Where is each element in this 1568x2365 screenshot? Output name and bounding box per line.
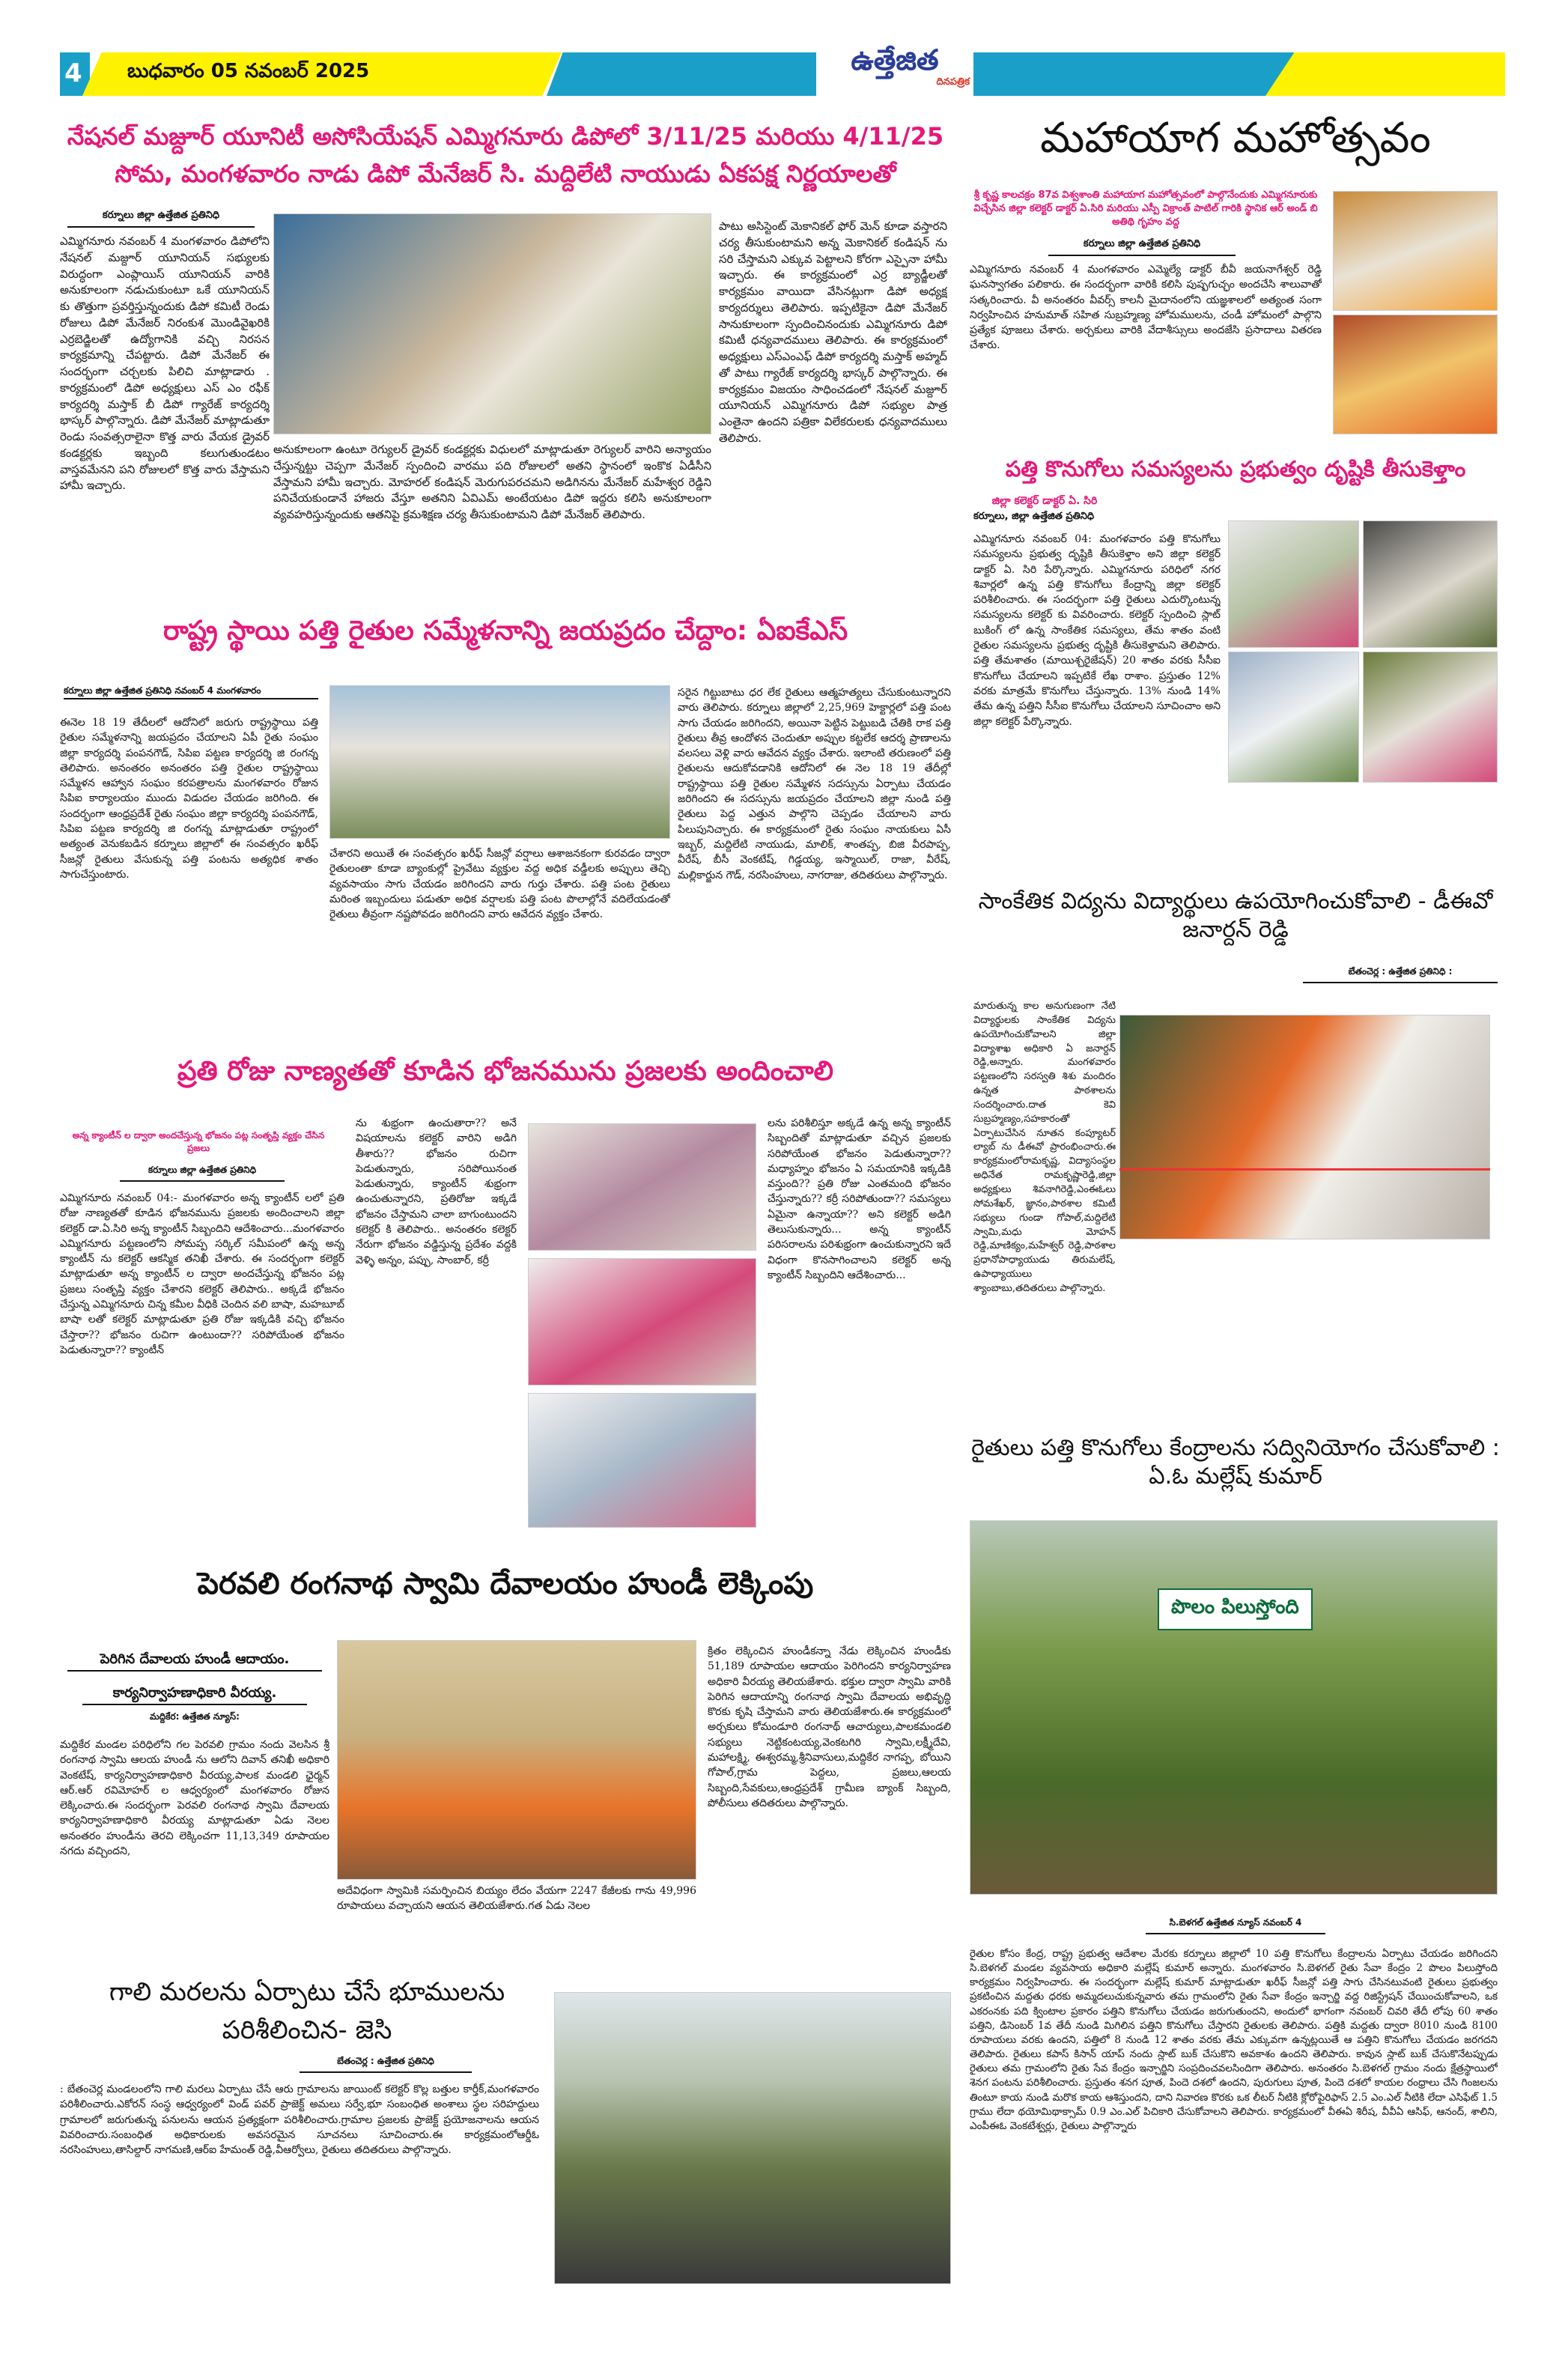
article-subhead: శ్రీ కృష్ణ కాలచక్రం 87వ విశ్వశాంతి మహాయాగ మహోత్సవంలో పాల్గొనేందుకు ఎమ్మిగనూరుకు విచ్చేసిన జిల్లా కలెక్టర్ డాక్టర్ ఏ.సిరి మరియు ఎస్పీ విక్రాంత్ పాటిల్ గారికి స్థానిక ఆర్ అండ్ బి అతిథి గృహం వద్ద bbox=[973, 189, 1318, 228]
article-body-col3: పాటు అసిస్టెంట్ మెకానికల్ ఫోర్ మెన్ కూడా వస్తారని చర్య తీసుకుంటామని అన్న మెకానికల్ కండిషన్ ను సరి చేస్తామని ఎక్కువ పెట్టాలని కోరగా ఎస్పైనా హామీ ఇచ్చారు. ఈ కార్యక్రమంలో ఎర్ర బ్యాడ్జీలతో కార్యక్రమం వాయిదా వేసినట్లుగా డిపో అధ్యక్ష కార్యదర్శులు తెలిపారు. ఇప్పటికైనా డిపో మేనేజర్ సానుకూలంగా స్పందించినందుకు ఎమ్మిగనూరు డిపో కమిటీ ధన్యవాదములు తెలిపారు. ఈ కార్యక్రమంలో అధ్యక్షులు ఎస్ఎంఎఫ్ డిపో కార్యదర్శి మస్తాక్ అహ్మద్ తో పాటు గ్యారేజ్ కార్యదర్శి భాస్కర్ పాల్గొన్నారు. ఈ కార్యక్రమం విజయం సాధించడంలో నేషనల్ మజ్దూర్ యూనియన్ ఎమ్మిగనూరు డిపో సభ్యుల పాత్ర ఎంతైనా ఉందని పత్రికా విలేకరులకు ధన్యవాదములు తెలిపారు. bbox=[719, 219, 947, 445]
header-band-cyan-right bbox=[973, 52, 1295, 96]
article-body: : బేతంచెర్ల మండలంలోని గాలి మరలు ఏర్పాటు చేసే ఆరు గ్రామాలను జాయింట్ కలెక్టర్ కొల్ల బత్తుల కార్తీక్,మంగళవారం పరిశీలించారు.ఎకోరన్ సంస్థ ఆధ్వర్యంలో విండ్ పవర్ ప్రాజెక్ట్ అమలు సర్వే,భూ సంబంధిత అంశాలు స్థల సరిహద్దులు గ్రామాలలో జరుగుతున్న పనులను ఆయన ప్రత్యక్షంగా పరిశీలించారు.గ్రామాల ప్రజలకు ప్రాజెక్ట్ ప్రయోజనాలను ఆయన వివరించారు.సంబంధిత అధికారులకు అవసరమైన సూచనలు సూచించారు.ఈ కార్యక్రమంలోఆర్డీఓ నరసింహులు,తాసిల్దార్ నాగమణి,ఆర్ఐ హేమంత్ రెడ్డి,వీఆర్వోలు, రైతులు తదితరులు పాల్గొన్నారు. bbox=[60, 2083, 539, 2157]
news-photo-hundi bbox=[337, 1640, 696, 1880]
article-body: ఈనెల 18 19 తేదీలలో ఆదోనిలో జరుగు రాష్ట్రస్థాయి పత్తి రైతుల సమ్మేళనాన్ని జయప్రదం చేయాలని ఏపీ రైతు సంఘం జిల్లా కార్యదర్శి పంపనగౌడ్, సిపిఐ పట్టణ కార్యదర్శి జి రంగన్న తెలిపారు. అనంతరం అనంతరం పత్తి రైతుల రాష్ట్రస్థాయి సమ్మేళన ఆహ్వాన సంఘం కరపత్రాలను మంగళవారం రోజున సిపిఐ కార్యాలయం ముందు విడుదల చేయడం జరిగింది. ఈ సందర్భంగా ఆంధ్రప్రదేశ్ రైతు సంఘం జిల్లా కార్యదర్శి పంపనగౌడ్, సిపిఐ పట్టణ కార్యదర్శి జి రంగన్న మాట్లాడుతూ రాష్ట్రంలో అత్యంత వెనుకబడిన కర్నూలు జిల్లాలో ఈ సంవత్సరం ఖరీఫ్ సీజన్లో రైతులు వేసుకున్న పత్తి పంటను అత్యధిక శాతం సాగుచేస్తుంటారు. bbox=[60, 717, 318, 881]
logo-text: ఉత్తేజిత bbox=[851, 43, 939, 76]
article-body: ఎమ్మిగనూరు నవంబర్ 04:- మంగళవారం అన్న క్యాంటీన్ లలో ప్రతి రోజు నాణ్యతతో కూడిన భోజనమును ప్రజలకు అందించాలని జిల్లా కలెక్టర్ డా.ఏ.సిరి అన్న క్యాంటీన్ సిబ్బందిని ఆదేశించారు...మంగళవారం ఎమ్మిగనూరు పట్టణంలోని సోమప్ప సర్కిల్ సమీపంలో ఉన్న అన్న క్యాంటీన్ ను కలెక్టర్ ఆకస్మిక తనిఖీ చేశారు. ఈ సందర్భంగా కలెక్టర్ మాట్లాడుతూ అన్న క్యాంటీన్ ల ద్వారా అందచేస్తున్న భోజనం పట్ల ప్రజలు సంతృప్తి వ్యక్తం చేశారని కలెక్టర్ తెలిపారు.. అక్కడే భోజనం చేస్తున్న ఎమ్మిగనూరు చిన్న కమీల వీధికి చెందిన వలి బాషా, మహబూబ్ బాషా లతో కలెక్టర్ మాట్లాడుతూ ప్రతి రోజు ఇక్కడికి వచ్చి భోజనం చేస్తారా?? భోజనం రుచిగా ఉంటుందా?? సరిపోయేంత భోజనం పెడుతున్నారా?? క్యాంటీన్ bbox=[60, 1192, 344, 1356]
article-headline: గాలి మరలను ఏర్పాటు చేసే భూములను పరిశీలించిన- జెసి bbox=[109, 1977, 505, 2045]
issue-date: బుధవారం 05 నవంబర్ 2025 bbox=[127, 60, 370, 82]
byline: కర్నూలు, జిల్లా ఉత్తేజిత ప్రతినిధి bbox=[973, 511, 1095, 522]
article-subhead-2: కార్యనిర్వాహణాధికారి వీరయ్య. bbox=[82, 1685, 307, 1705]
logo-subtitle: దినపత్రిక bbox=[936, 76, 970, 88]
news-photo-yagam-2 bbox=[1333, 315, 1498, 434]
article-body-col2: అదేవిధంగా స్వామికి సమర్పించిన బియ్యం లేదం వేయగా 2247 కేజీలకు గాను 49,996 రూపాయలు వచ్చాయని ఆయన తెలియజేశారు.గత ఏడు నెలల bbox=[337, 1885, 696, 1913]
article-body-col3: లను పరిశీలిస్తూ అక్కడే ఉన్న అన్న క్యాంటీన్ సిబ్బందితో మాట్లాడుతూ వచ్చిన ప్రజలకు సరిపోయేంత భోజనం పెడుతున్నారా?? మధ్యాహ్నం భోజనం ఏ సమయానికి ఇక్కడికి వస్తుంది?? ప్రతి రోజు ఎంతమంది భోజనం చేస్తున్నారు?? కర్రీ సరిపోతుందా?? సమస్యలు ఏమైనా ఉన్నాయా?? అని కలెక్టర్ అడిగి తెలుసుకున్నారు... అన్న క్యాంటీన్ పరిసరాలను పరిశుభ్రంగా ఉంచుకున్నారని ఇదే విధంగా కొనసాగించాలని కలెక్టర్ అన్న క్యాంటీన్ సిబ్బందిని ఆదేశించారు... bbox=[768, 1117, 951, 1281]
article-headline: ప్రతి రోజు నాణ్యతతో కూడిన భోజనమును ప్రజలకు అందించాలి bbox=[177, 1056, 834, 1087]
page-number: 4 bbox=[64, 58, 82, 88]
byline: బేతంచెర్ల : ఉత్తేజిత ప్రతినిధి : bbox=[1303, 966, 1498, 983]
byline: బేతంచెర్ల : ఉత్తేజిత ప్రతినిధి bbox=[300, 2056, 472, 2073]
news-photo-field bbox=[970, 1520, 1498, 1895]
article-headline: రాష్ట్ర స్థాయి పత్తి రైతుల సమ్మేళనాన్ని జయప్రదం చేద్దాం: ఏఐకేఎస్ bbox=[162, 616, 848, 646]
news-photo-ribbon bbox=[1119, 1168, 1490, 1171]
article-subhead: జిల్లా కలెక్టర్ డాక్టర్ ఏ. సిరి bbox=[991, 495, 1098, 507]
news-photo-cotton-3 bbox=[1228, 652, 1359, 783]
article-headline-line2: సోమ, మంగళవారం నాడు డిపో మేనేజర్ సి. మద్దిలేటి నాయుడు ఏకపక్ష నిర్ణయాలతో bbox=[115, 160, 896, 188]
article-body: ఎమ్మిగనూరు నవంబర్ 04: మంగళవారం పత్తి కొనుగోలు సమస్యలను ప్రభుత్వ దృష్టికి తీసుకెళ్తాం అని జిల్లా కలెక్టర్ డాక్టర్ ఏ. సిరి పేర్కొన్నారు. ఎమ్మిగనూరు పరిధిలో నగర శివార్లలో ఉన్న పత్తి కొనుగోలు కేంద్రాన్ని జిల్లా కలెక్టర్ పరిశీలించారు. ఈ సందర్భంగా పత్తి రైతులు ఎదుర్కొంటున్న సమస్యలను కలెక్టర్ కు వివరించారు. కలెక్టర్ స్పందించి స్లాట్ బుకింగ్ లో ఉన్న సాంకేతిక సమస్యలు, తేమ శాతం వంటి రైతుల సమస్యలను ప్రభుత్వ దృష్టికి తీసుకెళ్తామని తెలిపారు. పత్తి తేమశాతం (మాయిశ్చరైజేషన్) 20 శాతం వరకు సీసీఐ కొనుగోలు చేయాలని ఇప్పటికే లేఖ రాశాం. ప్రస్తుతం 12% వరకు మాత్రమే కొనుగోలు చేస్తున్నారు. 13% నుండి 14% తేమ ఉన్న పత్తిని సీసీఐ కొనుగోలు చేయాలని సూచించాం అని జిల్లా కలెక్టర్ పేర్కొన్నారు. bbox=[973, 533, 1221, 728]
byline: కర్నూలు జిల్లా ఉత్తేజిత ప్రతినిధి bbox=[1048, 238, 1236, 256]
article-body: ఎమ్మిగనూరు నవంబర్ 4 మంగళవారం డిపోలోని నేషనల్ మజ్దూర్ యూనియన్ సభ్యులకు విరుద్ధంగా ఎంప్లాయిస్ యూనియన్ వారికి అనుకూలంగా నడుచుకుంటూ ఒకే యూనియన్ కు తొత్తుగా ప్రవర్తిస్తున్నందుకు డిపో కమిటీ రెండు రోజులు డిపో మేనేజర్ నిరంకుశ మొండివైఖరికి ఎర్రబెడ్జిలతో ఉద్యోగానికి వచ్చి నిరసన కార్యక్రమాన్ని చేపట్టారు. డిపో మేనేజర్ ఈ సందర్భంగా చర్చలకు పిలిచి మాట్లాడారు . కార్యక్రమంలో డిపో అధ్యక్షులు ఎస్ ఎం రఫీక్ కార్యదర్శి మస్తాక్ బీ డిపో గ్యారేజ్ కార్యదర్శి భాస్కర్ పాల్గొన్నారు. డిపో మేనేజర్ మాట్లాడుతూ రెండు సంవత్సరాలైనా కొత్త వారు వేయక డ్రైవర్ కండక్టర్లకు ఇబ్బంది కలుగుతుండటం వాస్తవమేనని పని రోజులలో కొత్త వారు వేస్తామని హామీ ఇచ్చారు. bbox=[60, 234, 270, 493]
header-band-yellow-right bbox=[1265, 52, 1505, 96]
article-body-col2: అనుకూలంగా ఉంటూ రెగ్యులర్ డ్రైవర్ కండక్టర్లకు విధులలో మాట్లాడుతూ రెగ్యులర్ వారిని అన్యాయం చేస్తున్నట్టు చెప్పగా మేనేజర్ స్పందించి వారము పది రోజులలో అతని స్థానంలో ఇంకొక ఏడీసీని వేస్తామని హామీ ఇచ్చారు. మోహరల్ కండిషన్ మెరుగుపరచమని అడిగినను మేనేజర్ మహేశ్వర రెడ్డిని పనిచేయకుండానే హాజరు వేస్తూ అతనిని ఏవిఎమ్ అంటేయటం డిపో ఇద్దరు కలిసి అనుకూలంగా వ్యవహరిస్తున్నందుకు ఆతనిపై క్రమశిక్షణ చర్య తీసుకుంటామని డిపో మేనేజర్ తెలిపారు. bbox=[273, 443, 711, 521]
article-body: రైతుల కోసం కేంద్ర, రాష్ట్ర ప్రభుత్వ ఆదేశాల మేరకు కర్నూలు జిల్లాలో 10 పత్తి కొనుగోలు కేంద్రాలను ఏర్పాటు చేయడం జరిగిందని సి.బెళగల్ మండల వ్యవసాయ అధికారి మల్లేష్ కుమార్ అన్నారు. మంగళవారం సి.బెళగల్ రైతు సేవా కేంద్రం 2 పొలం పిలుస్తోంది కార్యక్రమం నిర్వహించారు. ఈ సందర్భంగా మల్లేష్ కుమార్ మాట్లాడుతూ ఖరీఫ్ సీజన్లో పత్తి సాగు చేసినటువంటి రైతులు ప్రభుత్వం ప్రకటించిన మద్దతు ధరకు అమ్మదలుచుకున్నవారు తమ గ్రామంలోని రైతు సేవా కేంద్రం ఇన్చార్జి వద్ద రిజిస్ట్రేషన్ చేయించుకోవాలని, ఒక ఎకరంనకు పది క్వింటాల ప్రకారం పత్తిని కొనుగోలు చేయడం జరుగుతుందని, అందులో భాగంగా నవంబర్ చివరి తేదీ లోపు 60 శాతం పత్తిని, డిసెంబర్ 1వ తేదీ నుండి మిగిలిన పత్తిని కొనుగోలు చేస్తారని రైతులకు తెలిపారు. పత్తికి మద్దతు ద్వారా 8010 నుండి 8100 రూపాయలు వరకు ఉందని, పత్తిలో 8 నుండి 12 శాతం వరకు తేమ ఎక్కువగా ఉన్నట్లయితే ఆ పత్తిని కొనుగోలు చేయడం జరగదని తెలిపారు. రైతులు కపాస్ కిసాన్ యాప్ నందు స్లాట్ బుక్ చేసుకొని అవకాశం ఉందని తెలిపారు. కావున స్లాట్ బుక్ చేసుకొనేటప్పుడు రైతులు తమ గ్రామంలోని రైతు సేవ కేంద్రం ఇన్చార్జిని సంప్రదించవలసిందిగా తెలిపారు. అనంతరం సి.బెళగల్ గ్రామం నందు క్షేత్రస్థాయిలో శెనగ పంటను పరిశీలించారు. ప్రస్తుతం శనగ పూత, పిందె దశలో ఉందని, పురుగులు పూత, పిందె దశలో కాయల రంధ్రాలు చేసి గింజలను తింటూ కాయ నుండి మరొక కాయ ఆశిస్తుందని, దాని నివారణ కొరకు ఒక లీటర్ నీటికి క్లోరోపైరిఫాస్ 2.5 ఎం.ఎల్ నీటికి లేదా ఎసిఫేట్ 1.5 గ్రాము లేదా థయోమిథాక్సామ్ 0.9 ఎం.ఎల్ పిచికారి చేసుకోవాలని తెలిపారు. కార్యక్రమంలో వీఈఏ శిరీష, వీవీఏ ఆసిఫ్, ఆనంద్, శాలిని, ఎంపీఈఓ వెంకటేశ్వర్లు, రైతులు పాల్గొన్నారు bbox=[970, 1948, 1498, 2132]
article-body-col2: ను శుభ్రంగా ఉంచుతారా?? అనే విషయాలను కలెక్టర్ వారిని అడిగి తీశారు?? భోజనం రుచిగా పెడుతున్నారు, సరిపోయినంత పెడుతున్నారు, క్యాంటీన్ శుభ్రంగా ఉంచుతున్నారని, ప్రతిరోజు ఇక్కడే భోజనం చేస్తామని చాలా బాగుంటుందని కలెక్టర్ కి తెలిపారు.. అనంతరం కలెక్టర్ నేరుగా భోజనం వడ్డిస్తున్న ప్రదేశం వద్దకి వెళ్ళి అన్నం, పప్పు, సాంబార్, కర్రీ bbox=[356, 1117, 517, 1266]
article-headline: రైతులు పత్తి కొనుగోలు కేంద్రాలను సద్వినియోగం చేసుకోవాలి : ఏ.ఓ మల్లేష్ కుమార్ bbox=[971, 1435, 1500, 1490]
news-photo-cotton-2 bbox=[1363, 520, 1498, 648]
article-body: మద్దికేర మండల పరిధిలోని గల పెరవలి గ్రామం నందు వెలసిన శ్రీ రంగనాథ స్వామి ఆలయ హుండీ ను ఆలోని దివాన్ తనిఖీ అధికారి వెంకటేష్, కార్యనిర్వాహణాధికారి వీరయ్య,పాలక మండలి ఛైర్మన్ ఆర్.ఆర్ రవిమోహర్ ల ఆధ్వర్యంలో మంగళవారం రోజున లెక్కించారు.ఈ సందర్భంగా పెరవలి రంగనాథ స్వామి దేవాలయ కార్యనిర్వాహణాధికారి వీరయ్య మాట్లాడుతూ ఏడు నెలల అనంతరం హుండీను తెరచి లెక్కించగా 11,13,349 రూపాయల నగదు వచ్చిందని, bbox=[60, 1739, 329, 1858]
byline: సి.బెళగల్ ఉత్తేజిత న్యూస్ నవంబర్ 4 bbox=[1146, 1917, 1325, 1934]
article-body-col2: చేశారని అయితే ఈ సంవత్సరం ఖరీఫ్ సీజన్లో వర్షాలు ఆశాజనకంగా కురవడం ద్వారా రైతులంతా కూడా బ్యాంకుల్లో ప్రైవేటు వ్యక్తుల వద్ద అధిక వడ్డీలకు అప్పులు తెచ్చి వ్యవసాయం సాగు చేయడం జరిగిందని వారు గుర్తు చేశారు. పత్తి పంట రైతులు మరింత ఇబ్బందులు పడుతూ అధిక వర్షాలకు పత్తి పంట పొలాల్లోనే వదిలేయడంతో రైతులు తీవ్రంగా నష్టపోవడం జరిగిందని వారు ఆవేదన వ్యక్తం చేశారు. bbox=[329, 848, 670, 921]
banner-polam-pilusthondi: పొలం పిలుస్తోంది bbox=[1158, 1588, 1313, 1630]
news-photo-computer-lab bbox=[1119, 1015, 1490, 1239]
byline: కర్నూలు జిల్లా ఉత్తేజిత ప్రతినిధి నవంబర్ 4 మంగళవారం bbox=[64, 685, 318, 699]
news-photo-yagam bbox=[1333, 191, 1498, 311]
article-body: ఎమ్మిగనూరు నవంబర్ 4 మంగళవారం ఎమ్మెల్యే డాక్టర్ బీవీ జయనాగేశ్వర్ రెడ్డి ఘనస్వాగతం పలికారు. ఈ సందర్భంగా వారికి కలిసి పుష్పగుచ్ఛం అందచేసి శాలువాతో సత్కరించారు. వీ అనంతరం వీవర్స్ కాలనీ మైదానంలోని యజ్ఞశాలలో అత్యంత సంగా నిర్వహించిన హనుమాత్ సహిత సుబ్రహ్మణ్య హోమములను, చండీ హోమంలో పాల్గొని ప్రత్యేక పూజలు చేశారు. అర్చకులు వారికి వేదాశీస్సులు అందజేసి ప్రసాదాలు వితరణ చేశారు. bbox=[970, 264, 1322, 352]
news-photo-aiks bbox=[329, 685, 670, 839]
news-photo-canteen-3 bbox=[528, 1393, 756, 1528]
article-headline: పెరవలి రంగనాథ స్వామి దేవాలయం హుండీ లెక్కింపు bbox=[197, 1567, 814, 1601]
article-subhead: అన్న క్యాంటీన్ ల ద్వారా అందచేస్తున్న భోజనం పట్ల సంతృప్తి వ్యక్తం చేసిన ప్రజలు bbox=[72, 1130, 325, 1153]
masthead-logo bbox=[820, 45, 970, 101]
article-headline: మహాయాగ మహోత్సవం bbox=[1040, 114, 1431, 163]
article-body-col3: సరైన గిట్టుబాటు ధర లేక రైతులు ఆత్మహత్యలు చేసుకుంటున్నారని వారు తెలిపారు. కర్నూలు జిల్లాలో 2,25,969 హెక్టార్లలో పత్తి పంట సాగు చేయడం జరిగిందని, అయినా పెట్టిన పెట్టుబడి చేతికి రాక పత్తి రైతులు తీవ్ర ఆందోళన చెందుతూ అప్పుల కట్టలేక ఆదర్శ ప్రాణాలను వలసలు వెళ్లి వారు ఆవేదన వ్యక్తం చేశారు. ఇలాంటి తరుణంలో పత్తి రైతులను ఆదుకోవడానికి ఆదోనిలో ఈ నెల 18 19 తేదీల్లో రాష్ట్రస్థాయి పత్తి రైతుల సమ్మేళన సదస్సును ఏర్పాటు చేయడం జరిగిందని ఈ సదస్సును జయప్రదం చేయాలని జిల్లా నుండి పత్తి రైతులు పెద్ద ఎత్తున పాల్గొని చెప్పడం చేయాలని వారు పిలుపునిచ్చారు. ఈ కార్యక్రమంలో రైతు సంఘం నాయకులు ఏసీ ఇబ్బర్, మద్దిలేటి నాయుడు, మాలిక్, శాంతప్ప, బిజి వీరపాప్ప, వీరేష్, బీసీ వెంకటేష్, గిడ్డయ్య, ఇస్మాయిల్, రాజా, వీరేష్, మల్లికార్జున గౌడ్, నరసింహులు, నాగరాజు, తదితరులు పాల్గొన్నారు. bbox=[678, 687, 951, 881]
header-band-cyan-mid bbox=[547, 52, 816, 96]
news-photo-canteen-2 bbox=[528, 1258, 756, 1385]
news-photo-cotton-4 bbox=[1363, 652, 1498, 783]
news-photo-canteen-1 bbox=[528, 1123, 756, 1251]
news-photo-cotton-1 bbox=[1228, 520, 1359, 648]
article-body: మారుతున్న కాల అనుగుణంగా నేటి విద్యార్థులకు సాంకేతిక విద్యను ఉపయోగించుకోవాలని జిల్లా విద్యాశాఖ అధికారి ఏ జనార్దన్ రెడ్డి,అన్నారు. మంగళవారం పట్టణంలోని సరస్వతి శిశు మందిరం ఉన్నత పాఠశాలను సందర్శించారు.దాత కెవి సుబ్రహ్మణ్యం,సహకారంతో ఏర్పాటుచేసిన నూతన కంప్యూటర్ ల్యాబ్ ను డీఈవో ప్రారంభించారు.ఈ కార్యక్రమంలోరామకృష్ణ, విద్యాసంస్థల అధినేత రామకృష్ణారెడ్డి,జిల్లా అధ్యక్షులు శివనాగిరెడ్డి,ఎంఈఓలు సోమశేఖర్, జ్ఞానం,పాఠశాల కమిటీ సభ్యులు గుండా గోపాల్,మద్దిలేటి స్వామి,మధు మోహన్ రెడ్డి,మాణిక్యం,మహేశ్వర్ రెడ్డి,పాఠశాల ప్రధానోపాధ్యాయుడు తిరుమలేష్, ఉపాధ్యాయులు శ్యాంబాబు,తదితరులు పాల్గొన్నారు. bbox=[973, 1001, 1116, 1294]
article-headline: నేషనల్ మజ్దూర్ యూనిటీ అసోసియేషన్ ఎమ్మిగనూరు డిపోలో 3/11/25 మరియు 4/11/25 bbox=[67, 122, 944, 151]
article-body-col3: క్రితం లెక్కించిన హుండీకన్నా నేడు లెక్కించిన హుండీకు 51,189 రూపాయల ఆదాయం పెరిగిందని కార్యనిర్వాహణ అధికారి వీరయ్య తెలియజేశారు. భక్తుల ద్వారా స్వామి వారికి పెరిగిన ఆదాయాన్ని రంగనాథ స్వామి దేవాలయ అభివృద్ధి కొరకు కృషి చేస్తామని వారు తెలియజేశారు.ఈ కార్యక్రమంలో అర్చకులు కోమండూరి రంగనాథ్ ఆచార్యులు,పాలకమండలి సభ్యులు నెట్టికంటయ్య,వెంకటగిరి స్వామి,లక్ష్మీదేవి, మహాలక్ష్మి, ఈశ్వరమ్మ,శ్రీనివాసులు,మద్దికేర నాగప్ప, బోయిని గోపాల్,గ్రామ పెద్దలు, ప్రజలు,ఆలయ సిబ్బంది,సేవకులు,ఆంధ్రప్రదేశ్ గ్రామీణ బ్యాంక్ సిబ్బంది, పోలీసులు తదితరులు పాల్గొన్నారు. bbox=[708, 1645, 951, 1809]
article-headline: పత్తి కొనుగోలు సమస్యలను ప్రభుత్వం దృష్టికి తీసుకెళ్తాం bbox=[1005, 456, 1466, 482]
byline: కర్నూలు జిల్లా ఉత్తేజిత ప్రతినిధి bbox=[67, 210, 255, 228]
article-headline: సాంకేతిక విద్యను విద్యార్థులు ఉపయోగించుకోవాలి - డీఈవో జనార్దన్ రెడ్డి bbox=[978, 888, 1493, 943]
news-photo-depot bbox=[273, 213, 711, 434]
byline: మద్దికేర: ఉత్తేజిత న్యూస్: bbox=[150, 1711, 240, 1722]
article-subhead: పెరిగిన దేవాలయ హుండీ ఆదాయం. bbox=[67, 1651, 322, 1672]
news-photo-wind-site bbox=[554, 1992, 951, 2284]
byline: కర్నూలు జిల్లా ఉత్తేజిత ప్రతినిధి bbox=[120, 1165, 285, 1182]
